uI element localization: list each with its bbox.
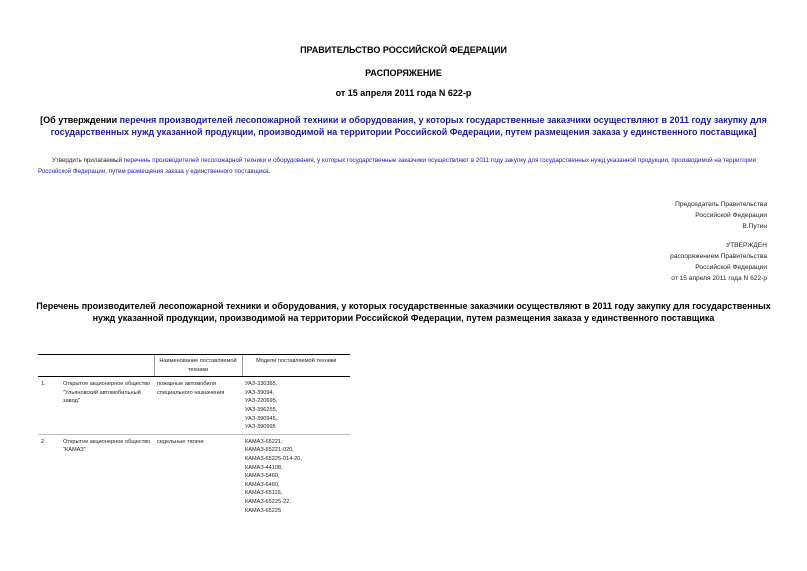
model-item: КАМАЗ-5460, [245, 473, 280, 480]
model-item: УАЗ-396255, [245, 406, 278, 413]
model-item: КАМАЗ-65225-014-20, [245, 455, 302, 462]
model-item: КАМАЗ-65116, [245, 490, 283, 497]
row-models [242, 434, 350, 517]
model-item: КАМАЗ-6460, [245, 481, 280, 488]
model-item: КАМАЗ-44108, [245, 464, 283, 471]
row-organization: Открытое акционерное общество "Ульяновский автомобильный завод" [63, 381, 151, 405]
model-item: КАМАЗ-65221; [245, 438, 283, 445]
header-models: Модели поставляемой техники [242, 355, 350, 377]
order-text [38, 155, 768, 177]
order-text-prefix: Утвердить прилагаемый [52, 157, 124, 164]
government-heading: ПРАВИТЕЛЬСТВО РОССИЙСКОЙ ФЕДЕРАЦИИ [300, 45, 507, 55]
document-title [30, 114, 777, 138]
row-models [242, 377, 350, 435]
approval-stamp-block [670, 240, 767, 284]
table-header-row [38, 355, 350, 377]
model-item: КАМАЗ-65225 [245, 507, 282, 514]
table-row [38, 434, 350, 517]
model-item: КАМАЗ-65221-020, [245, 447, 294, 454]
header-num [38, 355, 60, 377]
title-list-link[interactable]: перечня производителей лесопожарной техники и оборудования, у которых государственные заказчики осуществляют в 2011 году закупку для государственных нужд указанной продукции, производимой на территории Российской Федерации, путем размещения заказа у единственного поставщика [50, 115, 767, 137]
model-item: УАЗ-39094, [245, 389, 275, 396]
title-suffix: ] [753, 127, 757, 137]
model-item: УАЗ-390945, [245, 415, 278, 422]
row-number: 1. [41, 381, 46, 388]
document-date-number: от 15 апреля 2011 года N 622-р [335, 88, 472, 98]
document-type-heading: РАСПОРЯЖЕНИЕ [365, 68, 442, 78]
signature-block [675, 199, 767, 232]
list-title: Перечень производителей лесопожарной техники и оборудования, у которых государственные заказчики осуществляют в 2011 году закупку для государственных нужд указанной продукции, производимой на территории Российской Федерации, путем размещения заказа у единственного поставщика [36, 301, 771, 323]
row-product: пожарные автомобили специального назначения [157, 381, 225, 396]
table-row [38, 377, 350, 435]
row-number: 2. [38, 434, 60, 517]
signature-name: В.Путин [742, 223, 767, 230]
model-item: УАЗ-330365, [245, 381, 278, 388]
approved-by: распоряжением Правительства [670, 253, 767, 260]
approved-label: УТВЕРЖДЕН [725, 242, 767, 249]
signature-position: Председатель Правительства [675, 201, 767, 208]
producers-table [38, 354, 350, 517]
order-list-link[interactable]: перечень производителей лесопожарной техники и оборудования, у которых государственные заказчики осуществляют в 2011 году закупку для государственных нужд указанной продукции, производимой на территории Российской Федерации, путем размещения заказа у единственного поставщика [38, 157, 757, 175]
order-text-suffix: . [268, 168, 271, 175]
model-item: УАЗ-220695, [245, 398, 278, 405]
header-org [60, 355, 154, 377]
model-item: УАЗ-390995 [245, 424, 276, 431]
header-product: Наименование поставляемой техники [154, 355, 242, 377]
row-product: седельные тягачи [154, 434, 242, 517]
approved-country: Российской Федерации [695, 264, 767, 271]
model-item: КАМАЗ-65225-22, [245, 498, 291, 505]
row-organization: Открытое акционерное общество "КАМАЗ" [60, 434, 154, 517]
signature-country: Российской Федерации [695, 212, 767, 219]
title-prefix: [Об утверждении [40, 115, 120, 125]
approved-date: от 15 апреля 2011 года N 622-р [671, 275, 767, 282]
